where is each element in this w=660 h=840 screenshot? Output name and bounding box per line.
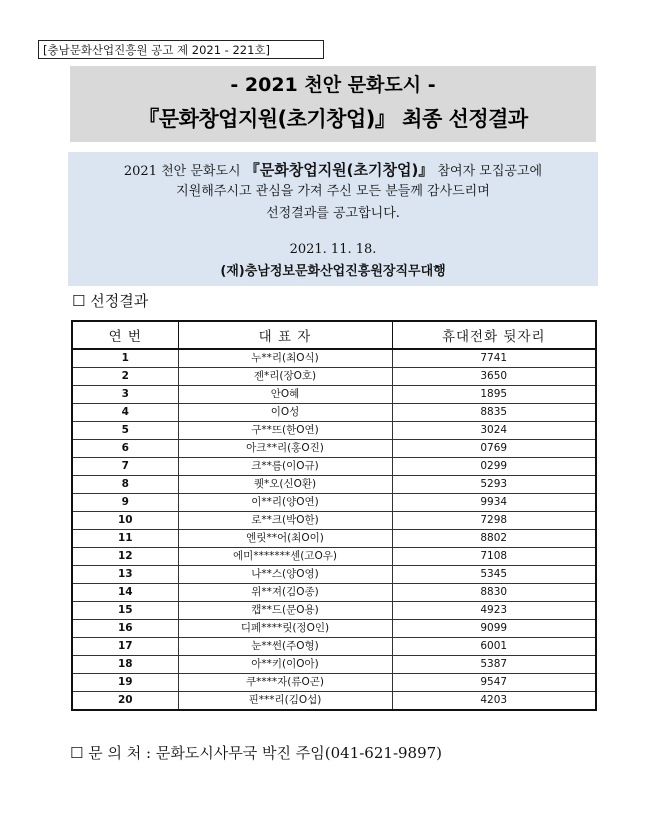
phone-last-digits: 7741: [392, 349, 596, 368]
representative-name: 로**크(박O한): [178, 512, 392, 530]
title-line-2: 『문화창업지원(초기창업)』 최종 선정결과: [138, 107, 528, 131]
table-row: [72, 530, 596, 548]
representative-name: 안O혜: [178, 386, 392, 404]
representative-name: 쿠****자(류O곤): [178, 674, 392, 692]
representative-name: 젠*리(장O호): [178, 368, 392, 386]
row-number: 4: [72, 404, 178, 422]
table-row: [72, 512, 596, 530]
representative-name: 눈**썬(주O형): [178, 638, 392, 656]
table-row: [72, 476, 596, 494]
intro-line-1: [68, 160, 598, 182]
phone-last-digits: 3024: [392, 422, 596, 440]
representative-name: 이**리(양O연): [178, 494, 392, 512]
phone-last-digits: 5293: [392, 476, 596, 494]
phone-last-digits: 7108: [392, 548, 596, 566]
representative-name: 위**져(김O종): [178, 584, 392, 602]
row-number: 19: [72, 674, 178, 692]
representative-name: 이O성: [178, 404, 392, 422]
phone-last-digits: 9934: [392, 494, 596, 512]
row-number: 18: [72, 656, 178, 674]
phone-last-digits: 4203: [392, 692, 596, 711]
table-row: [72, 368, 596, 386]
row-number: 13: [72, 566, 178, 584]
representative-name: 캡**드(문O용): [178, 602, 392, 620]
row-number: 6: [72, 440, 178, 458]
organization-name: (재)충남정보문화산업진흥원장직무대행: [220, 264, 446, 279]
header-representative: 대 표 자: [178, 321, 392, 349]
row-number: 7: [72, 458, 178, 476]
phone-last-digits: 5345: [392, 566, 596, 584]
section-heading: [72, 290, 148, 312]
phone-last-digits: 4923: [392, 602, 596, 620]
intro-box: [68, 152, 598, 286]
phone-last-digits: 7298: [392, 512, 596, 530]
row-number: 17: [72, 638, 178, 656]
intro-program-name: 『문화창업지원(초기창업)』: [244, 161, 434, 179]
table-row: [72, 692, 596, 711]
intro-line-3: 선정결과를 공고합니다.: [266, 206, 400, 221]
title-banner: [70, 66, 596, 142]
phone-last-digits: 3650: [392, 368, 596, 386]
phone-last-digits: 9099: [392, 620, 596, 638]
row-number: 15: [72, 602, 178, 620]
phone-last-digits: 0769: [392, 440, 596, 458]
row-number: 10: [72, 512, 178, 530]
row-number: 20: [72, 692, 178, 711]
phone-last-digits: 8802: [392, 530, 596, 548]
checkbox-bullet-icon: ☐: [70, 744, 84, 762]
row-number: 8: [72, 476, 178, 494]
row-number: 11: [72, 530, 178, 548]
table-row: [72, 494, 596, 512]
header-phone: 휴대전화 뒷자리: [392, 321, 596, 349]
section-title: 선정결과: [90, 292, 149, 310]
row-number: 3: [72, 386, 178, 404]
row-number: 5: [72, 422, 178, 440]
row-number: 1: [72, 349, 178, 368]
intro-line-1-suffix: 참여자 모집공고에: [437, 164, 543, 179]
table-row: [72, 422, 596, 440]
phone-last-digits: 5387: [392, 656, 596, 674]
phone-last-digits: 1895: [392, 386, 596, 404]
table-row: [72, 404, 596, 422]
representative-name: 아**키(이O아): [178, 656, 392, 674]
phone-last-digits: 9547: [392, 674, 596, 692]
phone-last-digits: 8835: [392, 404, 596, 422]
representative-name: 핀***리(김O섭): [178, 692, 392, 711]
header-number: 연 번: [72, 321, 178, 349]
notice-number: [충남문화산업진흥원 공고 제 2021 - 221호]: [38, 40, 324, 59]
table-row: [72, 458, 596, 476]
checkbox-bullet-icon: ☐: [72, 292, 86, 310]
title-line-1: - 2021 천안 문화도시 -: [230, 74, 436, 96]
intro-line-1-prefix: 2021 천안 문화도시: [123, 164, 241, 179]
table-row: [72, 656, 596, 674]
representative-name: 엔릿**어(최O이): [178, 530, 392, 548]
phone-last-digits: 8830: [392, 584, 596, 602]
row-number: 9: [72, 494, 178, 512]
table-row: [72, 674, 596, 692]
table-row: [72, 386, 596, 404]
table-row: [72, 620, 596, 638]
contact-text: 문 의 처 : 문화도시사무국 박진 주임(041-621-9897): [88, 744, 443, 762]
phone-last-digits: 6001: [392, 638, 596, 656]
announcement-date: 2021. 11. 18.: [289, 242, 377, 257]
table-row: [72, 584, 596, 602]
table-row: [72, 638, 596, 656]
table-header-row: [72, 321, 596, 349]
representative-name: 퀫*오(신O환): [178, 476, 392, 494]
phone-last-digits: 0299: [392, 458, 596, 476]
table-row: [72, 566, 596, 584]
row-number: 16: [72, 620, 178, 638]
representative-name: 아크**리(홍O진): [178, 440, 392, 458]
intro-line-2: 지원해주시고 관심을 가져 주신 모든 분들께 감사드리며: [176, 184, 490, 199]
table-row: [72, 548, 596, 566]
representative-name: 구**뜨(한O연): [178, 422, 392, 440]
row-number: 12: [72, 548, 178, 566]
representative-name: 누**리(최O식): [178, 349, 392, 368]
row-number: 2: [72, 368, 178, 386]
table-row: [72, 440, 596, 458]
representative-name: 에미*******센(고O우): [178, 548, 392, 566]
representative-name: 나**스(양O영): [178, 566, 392, 584]
representative-name: 디페****릿(정O인): [178, 620, 392, 638]
row-number: 14: [72, 584, 178, 602]
table-row: [72, 602, 596, 620]
representative-name: 크**름(이O규): [178, 458, 392, 476]
contact-info: [70, 742, 442, 764]
table-row: [72, 349, 596, 368]
results-table: [71, 320, 597, 711]
